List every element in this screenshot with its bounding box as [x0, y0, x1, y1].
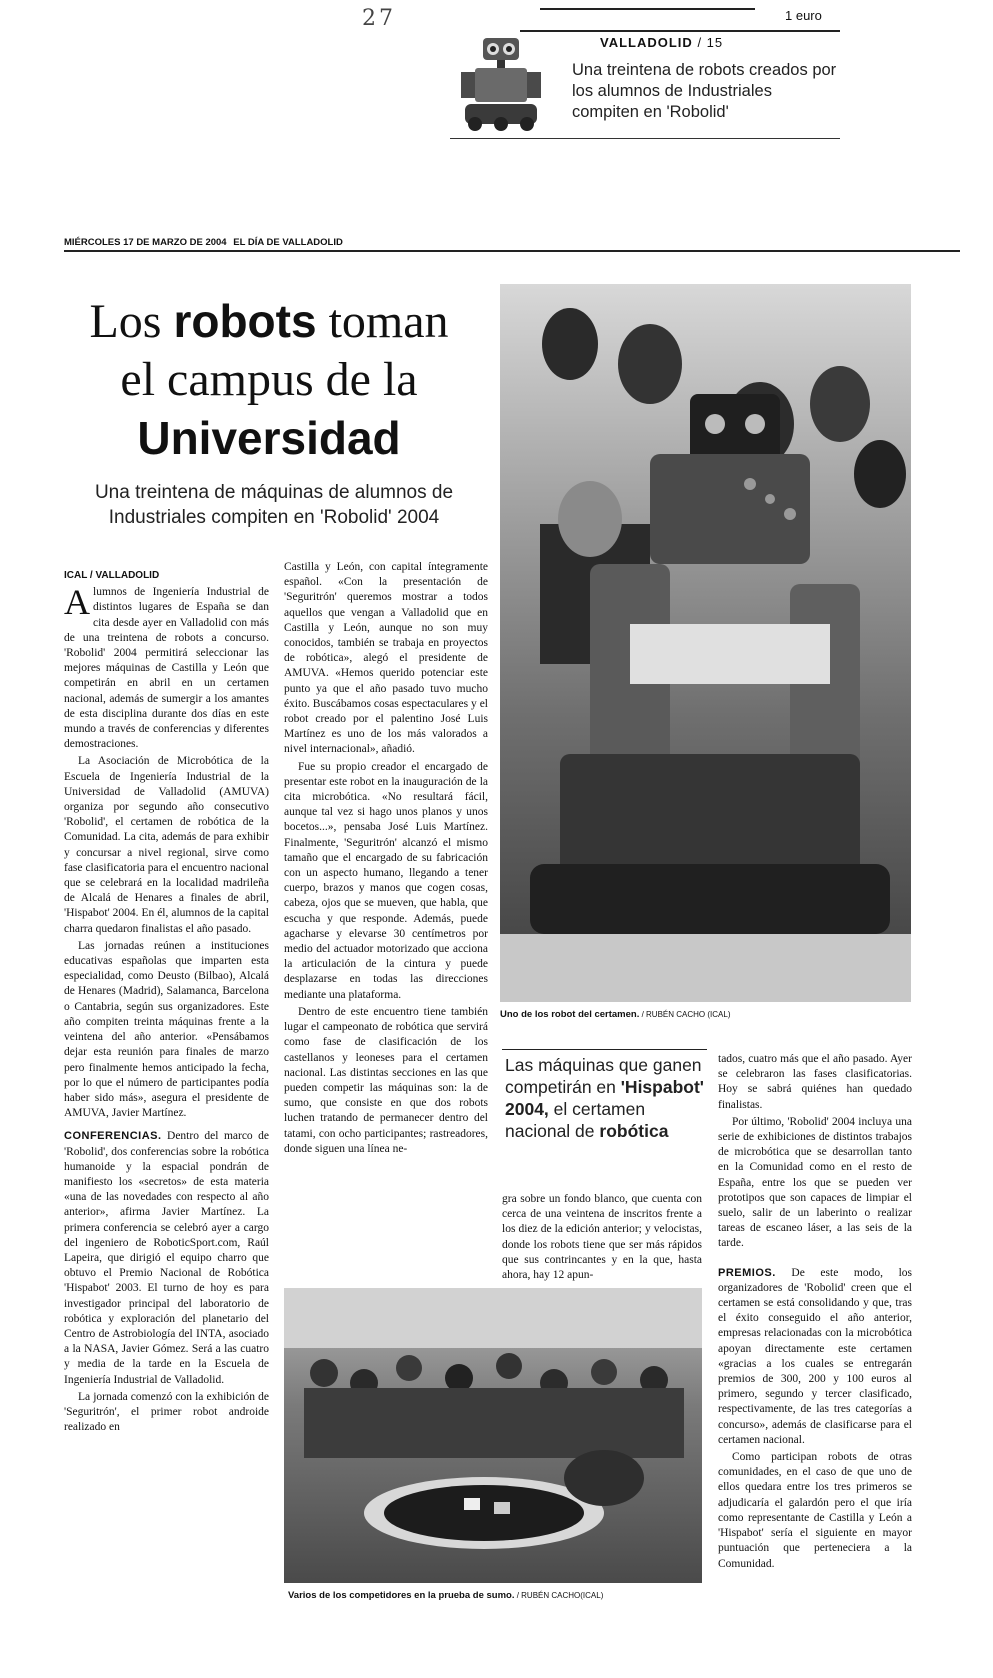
- sumo-competition-photo: [284, 1288, 702, 1583]
- paragraph: tados, cuatro más que el año pasado. Ayer se celebraron las fases clasificatorias. Hoy se sabrá quiénes han quedado finalistas.: [718, 1053, 912, 1111]
- byline: ICAL / VALLADOLID: [64, 570, 160, 581]
- caption-text: Uno de los robot del certamen.: [500, 1009, 640, 1020]
- headline-line-3: Universidad: [137, 412, 401, 464]
- subhead: Una treintena de máquinas de alumnos de Industriales compiten en 'Robolid' 2004: [94, 482, 454, 528]
- headline-text: Los: [89, 295, 174, 348]
- masthead-rule: [64, 250, 960, 252]
- robot-logo-icon: [453, 30, 553, 134]
- headline-text: toman: [316, 295, 449, 348]
- pull-quote-text: Las máquinas que ganen competirán en: [505, 1055, 702, 1097]
- paragraph: Fue su propio creador el encargado de presentar este robot en la inauguración de la cita microbótica. «No resultará fácil, aunque tal vez si hago unos planos y unos bocetos...», pensaba José Luis Martínez. Finalmente, 'Seguritrón' alcanzó el mismo tamaño que el encargado de su fabricación con un aspecto humano, llegando a tener cuerpo, brazos y manos que cogen cosas, cabeza, ojos que se mueven, que habla, que escucha y que responde. Además, puede agacharse y elevarse 30 centímetros por medio del actuador motorizado que acciona la articulación de la cintura y puede desplazarse en todas las direcciones mediante una plataforma.: [284, 760, 488, 1001]
- paragraph: Castilla y León, con capital íntegramente español. «Con la presentación de 'Seguritrón' queremos mostrar a todos aquellos que vengan a Valladolid que en Castilla y León, aunque no son muy conocidos, también se trabaja en proyectos de robótica», alegó el presidente de AMUVA. «Hemos querido potenciar este punto ya que el año pasado tuvo mucho éxito. Buscábamos cosas espectaculares y el robot creado por el palentino José Luis Martínez es uno de los más valorados a nivel internacional», añadió.: [284, 561, 488, 756]
- photo-caption-2: [288, 1590, 603, 1601]
- top-rule: [540, 8, 755, 10]
- top-summary-text: Una treintena de robots creados por los alumnos de Industriales compiten en 'Robolid': [572, 61, 837, 121]
- paragraph: Dentro de este encuentro tiene también lugar el campeonato de robótica que servirá como fase de clasificación de los castellanos y leoneses para el certamen nacional. Las distintas secciones en las que pueden competir las máquinas son: la de sumo, que consiste en que dos robots luchen tratando de permanecer dentro del tatami, con ocho participantes; rastreadores, donde siguen una línea ne-: [284, 1005, 488, 1155]
- pullquote-rule: [502, 1049, 707, 1050]
- paragraph: lumnos de Ingeniería Industrial de distintos lugares de España se dan cita desde ayer en Valladolid con más de una treintena de robots a concurso. 'Robolid' 2004 permitirá seleccionar las mejores máquinas de Castilla y León que competirán en abril en un certamen nacional, además de sumergir a los amantes de esta disciplina durante dos días en este mundo a través de conferencias y diferentes demostraciones.: [64, 586, 269, 751]
- pull-quote-emphasis: 'Hispabot' 2004,: [505, 1077, 704, 1119]
- article-column-4: [718, 1052, 912, 1574]
- paragraph: Por último, 'Robolid' 2004 incluya una serie de exhibiciones de distintos trabajos de microbótica que se desarrollan tanto en la Comunidad como en el resto de España, entre los que se pueden ver prototipos que son capaces de limpiar el suelo, salir de un laberinto o realizar tareas de escaneo láser, a las seis de la tarde.: [718, 1115, 912, 1250]
- paragraph: Como participan robots de otras comunidades, en el caso de que uno de ellos quedara entre los tres primeros se adjudicaría el galardón pero el que iría como representante de Castilla y León a 'Hispabot' sería el siguiente en mayor puntuación que perteneciera a la Comunidad.: [718, 1451, 912, 1570]
- paragraph: La Asociación de Microbótica de la Escuela de Ingeniería Industrial de la Universidad de Valladolid (AMUVA) organiza por segundo año consecutivo 'Robolid', el certamen de robótica de la Comunidad. La cita, además de para exhibir y concursar a nivel regional, sirve como fase clasificatoria para el encuentro nacional que se celebrará en la localidad madrileña de Alcalá de Henares a finales de abril, 'Hispabot' 2004. En él, alumnos de la capital charra quedaron finalistas el año pasado.: [64, 755, 269, 935]
- section-name: VALLADOLID: [600, 35, 693, 50]
- article-column-1: [64, 568, 269, 1437]
- pull-quote: [505, 1054, 705, 1142]
- paragraph: Las jornadas reúnen a instituciones educativas españolas que imparten esta especialidad, como Deusto (Bilbao), Alcalá de Henares (Madrid), Salamanca, Barcelona o Cantabria, según sus organizadores. Este año compiten treinta máquinas frente a la veintena del año anterior. «Pensábamos dejar esta reunión para finales de marzo pero finalmente hemos anticipado la fecha, por lo que el número de participantes podía haber sido más», asegura el presidente de AMUVA, Javier Martínez.: [64, 939, 269, 1120]
- robot-photo-illustration: [500, 284, 911, 1002]
- article-column-3: [502, 1192, 702, 1285]
- masthead: [64, 237, 343, 248]
- pull-quote-text: el certamen nacional de: [505, 1099, 646, 1141]
- article-column-2: [284, 560, 488, 1159]
- kicker-premios: PREMIOS.: [718, 1266, 776, 1279]
- paragraph: La jornada comenzó con la exhibición de 'Seguritrón', el primer robot androide realizado en: [64, 1390, 269, 1434]
- drop-cap: A: [64, 582, 90, 623]
- robot-photo: [500, 284, 911, 1002]
- sumo-photo-illustration: [284, 1288, 702, 1583]
- top-summary-box: [450, 26, 840, 139]
- masthead-paper: EL DÍA DE VALLADOLID: [233, 237, 343, 248]
- handwritten-page-mark: 27: [362, 6, 396, 31]
- photo-caption-1: [500, 1009, 730, 1020]
- photo-credit: / RUBÉN CACHO(ICAL): [514, 1591, 604, 1600]
- paragraph: De este modo, los organizadores de 'Robolid' creen que el certamen se está consolidando y que, tras el éxito conseguido el año anterior, empresas relacionadas con la microbótica apoyan directamente este certamen «gracias a los cuales se entregarán premios de 300, 200 y 100 euros al primero, segundo y tercer clasificado, respectivamente, de las tres categorías a concurso», además de clasificarse para el certamen nacional.: [718, 1266, 912, 1446]
- paragraph: Dentro del marco de 'Robolid', dos conferencias sobre la robótica humanoide y la espacial pondrán de manifiesto los «secretos» de esta materia «una de las novedades con respecto al año anterior», afirma Javier Martínez. La primera conferencia se celebró ayer a cargo del ingeniero de RoboticSport.com, Raúl Lapeira, que dirigió el equipo charro que obtuvo el Premio Nacional de Robótica 'Hispabot' 2003. El turno de hoy es para investigador principal del laboratorio de robótica y exploración del planetario del Centro de Astrobiología del INTA, asociado a la NASA, Javier Gómez. Será a las cuatro y media de la tarde en la Escuela de Ingeniería Industrial de Valladolid.: [64, 1130, 269, 1386]
- pull-quote-emphasis: robótica: [599, 1121, 669, 1141]
- page-number: / 15: [697, 35, 724, 50]
- caption-text: Varios de los competidores en la prueba de sumo.: [288, 1590, 515, 1601]
- headline-emphasis: robots: [173, 295, 317, 347]
- kicker-conferencias: CONFERENCIAS.: [64, 1130, 162, 1143]
- masthead-date: MIÉRCOLES 17 DE MARZO DE 2004: [64, 237, 227, 248]
- headline: [64, 292, 474, 467]
- headline-line-2: el campus de la: [120, 353, 418, 406]
- photo-credit: / RUBÉN CACHO (ICAL): [639, 1010, 731, 1019]
- price-label: 1 euro: [785, 8, 822, 23]
- paragraph: gra sobre un fondo blanco, que cuenta con cerca de una veintena de inscritos frente a los diez de la edición anterior; y velocistas, donde los robots tiene que ser más rápidos que sus contrincantes y en la que, hasta ahora, hay 12 apun-: [502, 1193, 702, 1282]
